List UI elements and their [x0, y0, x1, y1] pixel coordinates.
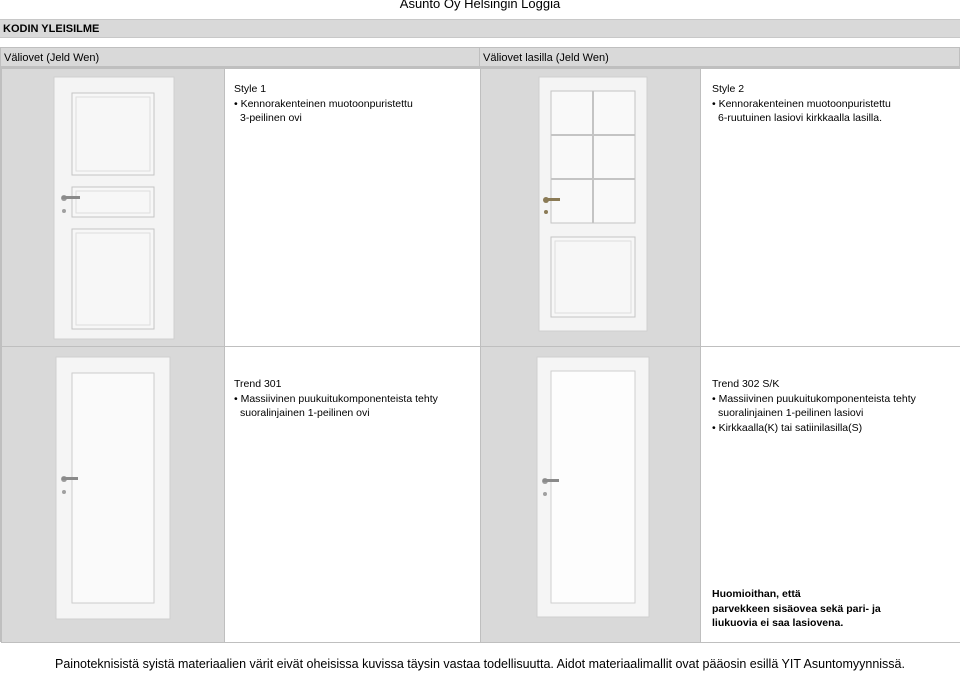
door-desc-cell-trend302	[700, 346, 960, 643]
door-line: • Massiivinen puukuitukomponenteista tehty	[234, 392, 438, 405]
door-line: • Massiivinen puukuitukomponenteista tehty	[712, 392, 916, 405]
door-title: Style 2	[712, 83, 745, 95]
section-label: KODIN YLEISILME	[3, 23, 100, 35]
door-line: suoralinjainen 1-peilinen lasiovi	[718, 407, 864, 419]
door-image-trend301	[2, 347, 226, 644]
door-desc-cell-style1	[224, 68, 481, 347]
door-desc-style2	[712, 82, 891, 126]
door-desc-trend302	[712, 377, 916, 435]
door-line: • Kirkkaalla(K) tai satiinilasilla(S)	[712, 421, 863, 434]
column-header-right: Väliovet lasilla (Jeld Wen)	[479, 47, 960, 67]
door-image-trend302	[481, 347, 702, 644]
door-line: • Kennorakenteinen muotoonpuristettu	[712, 97, 891, 110]
door-image-style1	[2, 69, 226, 348]
door-desc-style1	[234, 82, 413, 126]
door-desc-trend301	[234, 377, 438, 421]
door-desc-cell-trend301	[224, 346, 481, 643]
door-line: 3-peilinen ovi	[240, 112, 302, 124]
door-line: suoralinjainen 1-peilinen ovi	[240, 407, 370, 419]
document-title: Asunto Oy Helsingin Loggia	[399, 0, 561, 11]
door-line: • Kennorakenteinen muotoonpuristettu	[234, 97, 413, 110]
footer-disclaimer: Painoteknisistä syistä materiaalien värit eivät oheisissa kuvissa täysin vastaa todellisuutta. Aidot materiaalimallit ovat pääosin esillä YIT Asuntomyynnissä.	[55, 657, 905, 671]
door-image-style2	[481, 69, 702, 348]
door-image-cell-trend302	[480, 346, 701, 643]
door-title: Trend 302 S/K	[712, 378, 780, 390]
door-image-cell-trend301	[1, 346, 225, 643]
door-image-cell-style1	[1, 68, 225, 347]
door-grid	[0, 67, 960, 642]
door-desc-cell-style2	[700, 68, 960, 347]
door-title: Style 1	[234, 83, 267, 95]
glass-door-notice: Huomioithan, että parvekkeen sisäovea sekä pari- ja liukuovia ei saa lasiovena.	[712, 588, 881, 629]
column-header-left: Väliovet (Jeld Wen)	[0, 47, 480, 67]
door-image-cell-style2	[480, 68, 701, 347]
door-title: Trend 301	[234, 378, 282, 390]
door-line: 6-ruutuinen lasiovi kirkkaalla lasilla.	[718, 112, 882, 124]
section-header	[0, 19, 960, 38]
